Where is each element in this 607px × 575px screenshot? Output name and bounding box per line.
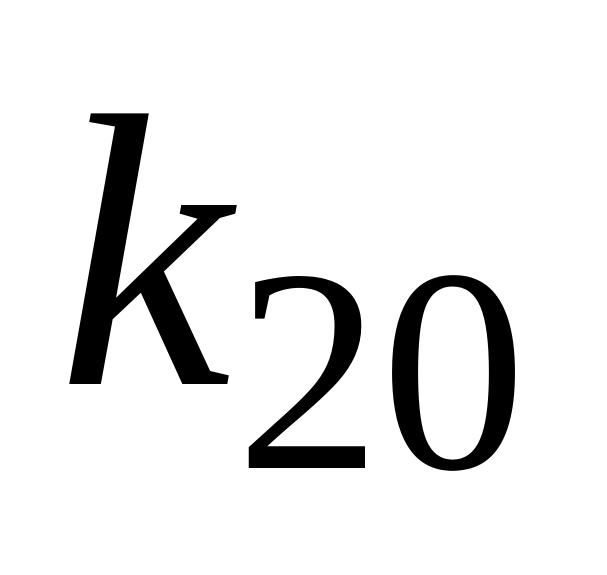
subscript-20: 20 [236,210,526,531]
variable-k: k [58,37,232,469]
